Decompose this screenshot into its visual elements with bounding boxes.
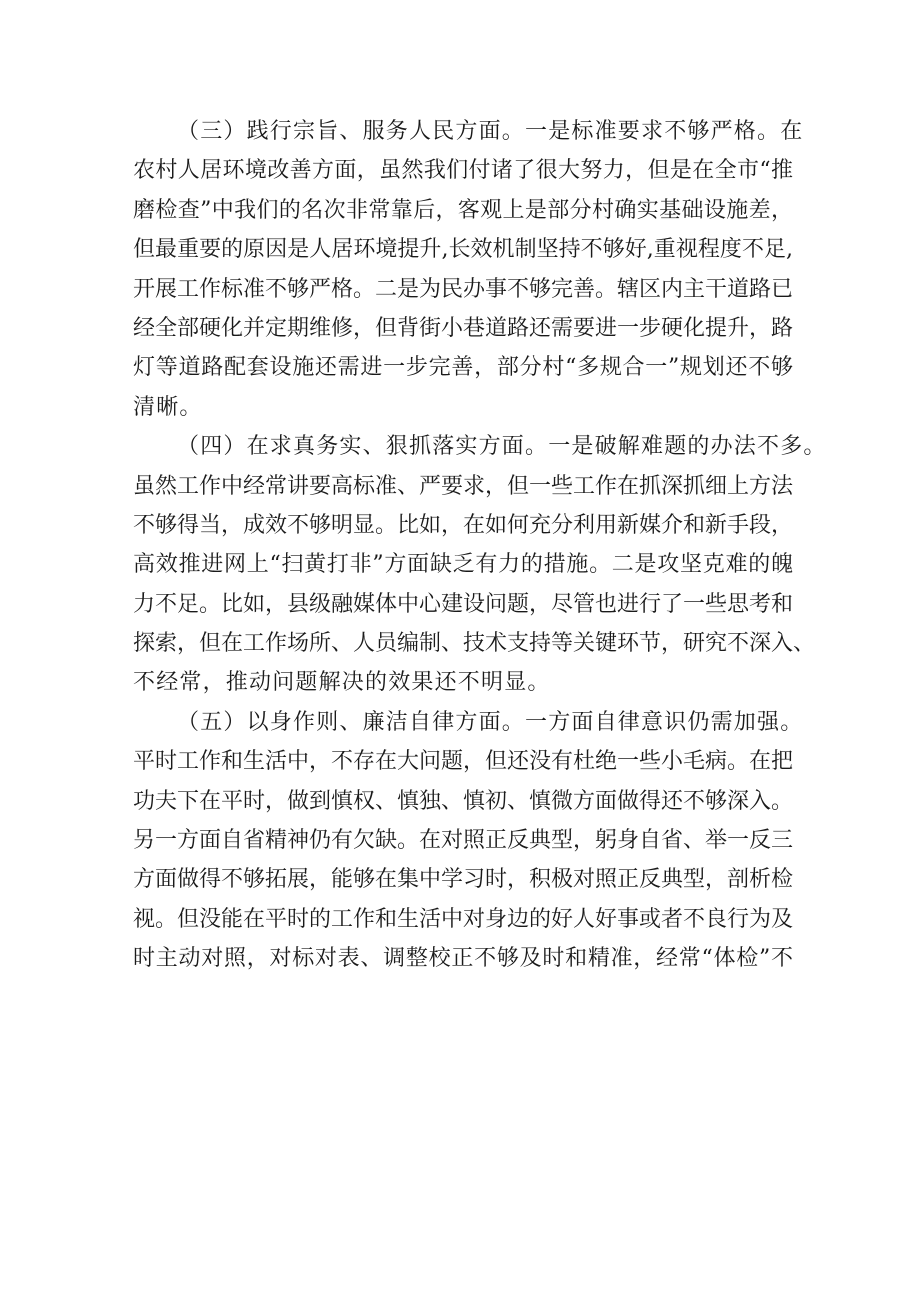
paragraph-4-line-3: 不够得当，成效不够明显。比如，在如何充分利用新媒介和新手段， [133, 512, 794, 538]
paragraph-5-line-1: （五）以身作则、廉洁自律方面。一方面自律意识仍需加强。 [177, 709, 804, 735]
paragraph-4-line-6: 探索，但在工作场所、人员编制、技术支持等关键环节，研究不深入、 [133, 631, 816, 657]
paragraph-3-line-8: 清晰。 [133, 394, 203, 420]
paragraph-4-line-7: 不经常，推动问题解决的效果还不明显。 [133, 670, 551, 696]
paragraph-5-line-4: 另一方面自省精神仍有欠缺。在对照正反典型，躬身自省、举一反三 [133, 828, 794, 854]
paragraph-3-line-1: （三）践行宗旨、服务人民方面。一是标准要求不够严格。在 [177, 119, 804, 144]
document-body [133, 112, 827, 979]
paragraph-4-line-2: 虽然工作中经常讲要高标准、严要求，但一些工作在抓深抓细上方法 [133, 473, 794, 499]
paragraph-5-line-6: 视。但没能在平时的工作和生活中对身边的好人好事或者不良行为及 [133, 906, 794, 932]
paragraph-3-line-2: 农村人居环境改善方面，虽然我们付诸了很大努力，但是在全市“推 [133, 158, 793, 184]
paragraph-4-line-5: 力不足。比如，县级融媒体中心建设问题，尽管也进行了一些思考和 [133, 591, 794, 617]
paragraph-3-line-5: 开展工作标准不够严格。二是为民办事不够完善。辖区内主干道路已 [133, 276, 794, 302]
paragraph-3-line-7: 灯等道路配套设施还需进一步完善，部分村“多规合一”规划还不够 [133, 355, 793, 381]
paragraph-3-line-6: 经全部硬化并定期维修，但背街小巷道路还需要进一步硬化提升，路 [133, 315, 794, 341]
paragraph-4-line-1: （四）在求真务实、狠抓落实方面。一是破解难题的办法不多。 [177, 434, 827, 460]
paragraph-3-line-3: 磨检查”中我们的名次非常靠后，客观上是部分村确实基础设施差， [133, 197, 793, 223]
paragraph-5-line-5: 方面做得不够拓展，能够在集中学习时，积极对照正反典型，剖析检 [133, 867, 794, 893]
paragraph-5-line-3: 功夫下在平时，做到慎权、慎独、慎初、慎微方面做得还不够深入。 [133, 788, 794, 814]
paragraph-4-line-4: 高效推进网上“扫黄打非”方面缺乏有力的措施。二是攻坚克难的魄 [133, 552, 793, 578]
paragraph-5-line-7: 时主动对照，对标对表、调整校正不够及时和精准，经常“体检”不 [133, 946, 793, 972]
paragraph-3-line-4: 但最重要的原因是人居环境提升,长效机制坚持不够好,重视程度不足, [133, 237, 793, 263]
paragraph-5-line-2: 平时工作和生活中，不存在大问题，但还没有杜绝一些小毛病。在把 [133, 749, 794, 775]
